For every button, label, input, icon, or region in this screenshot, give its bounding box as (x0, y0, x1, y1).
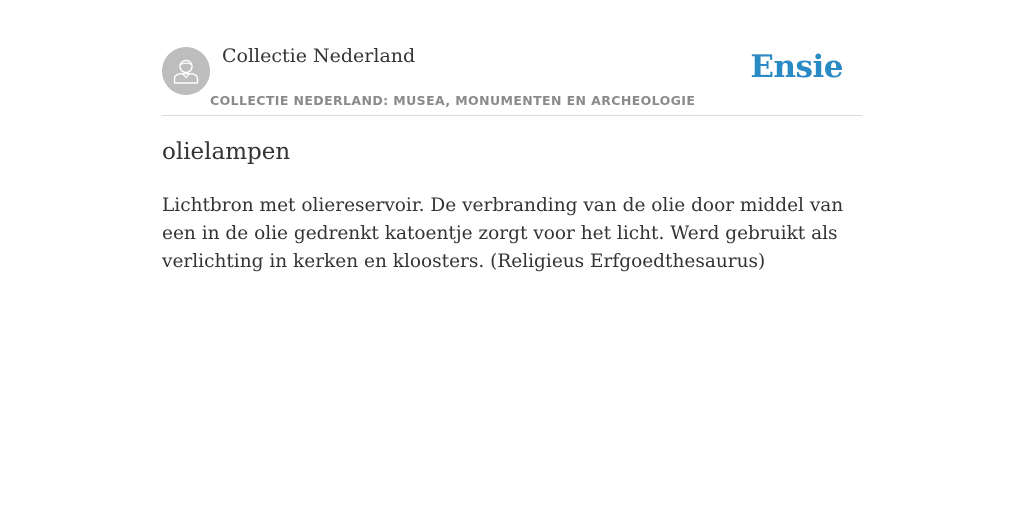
source-link[interactable]: COLLECTIE NEDERLAND: MUSEA, MONUMENTEN EN ARCHEOLOGIE (210, 93, 696, 108)
author-name[interactable]: Collectie Nederland (222, 45, 416, 67)
avatar[interactable] (162, 47, 210, 95)
entry-definition: Lichtbron met oliereservoir. De verbranding van de olie door middel van een in de olie gedrenkt katoentje zorgt voor het licht. Werd gebruikt als verlichting in kerken en kloosters. (Religieus Erfgoedthesaurus) (162, 195, 844, 272)
user-outline-icon (171, 56, 201, 86)
brand-logo[interactable]: Ensie (750, 49, 843, 85)
entry-title: olielampen (162, 139, 291, 165)
entry-header (162, 40, 862, 116)
